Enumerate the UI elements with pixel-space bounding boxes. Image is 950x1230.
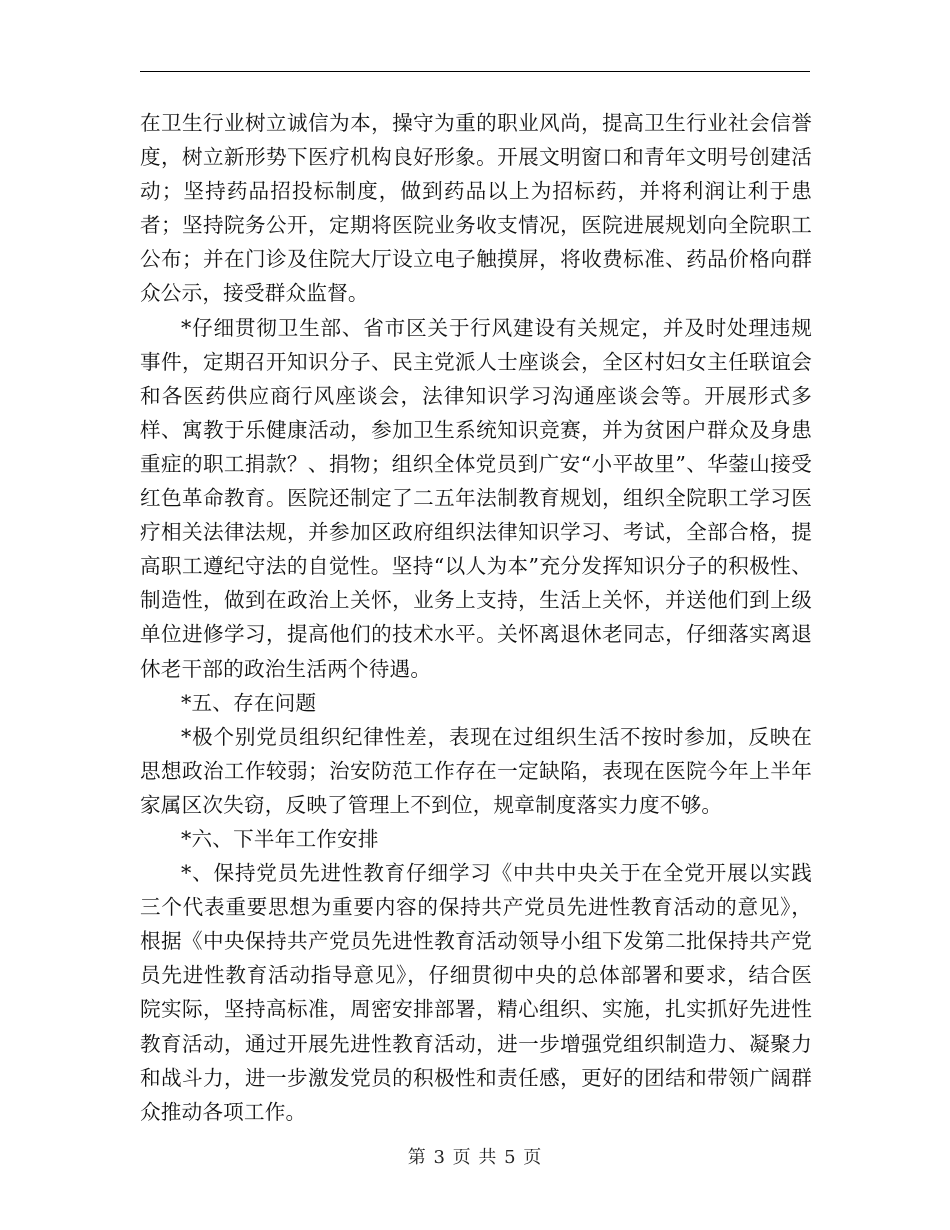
page-number-footer: 第 3 页 共 5 页: [407, 1147, 543, 1168]
section-heading-existing-problems: *五、存在问题: [181, 690, 317, 715]
paragraph-problems: *极个别党员组织纪律性差，表现在过组织生活不按时参加，反映在思想政治工作较弱；治安防范工作存在一定缺陷，表现在医院今年上半年家属区次失窃，反映了管理上不到位，规章制度落实力度不够。: [140, 724, 812, 817]
header-rule: [140, 71, 810, 72]
section-heading-second-half-plan: *六、下半年工作安排: [181, 826, 379, 851]
paragraph-continuation: 在卫生行业树立诚信为本，操守为重的职业风尚，提高卫生行业社会信誉度，树立新形势下医疗机构良好形象。开展文明窗口和青年文明号创建活动；坚持药品招投标制度，做到药品以上为招标药，并将利润让利于患者；坚持院务公开，定期将医院业务收支情况，医院进展规划向全院职工公布；并在门诊及住院大厅设立电子触摸屏，将收费标准、药品价格向群众公示，接受群众监督。: [140, 111, 812, 306]
document-body: [140, 106, 812, 1129]
paragraph-conduct-regulations: *仔细贯彻卫生部、省市区关于行风建设有关规定，并及时处理违规事件，定期召开知识分子、民主党派人士座谈会，全区村妇女主任联谊会和各医药供应商行风座谈会，法律知识学习沟通座谈会等。开展形式多样、寓教于乐健康活动，参加卫生系统知识竞赛，并为贫困户群众及身患重症的职工捐款？、捐物；组织全体党员到广安“小平故里”、华蓥山接受红色革命教育。医院还制定了二五年法制教育规划，组织全院职工学习医疗相关法律法规，并参加区政府组织法律知识学习、考试，全部合格，提高职工遵纪守法的自觉性。坚持“以人为本”充分发挥知识分子的积极性、制造性，做到在政治上关怀，业务上支持，生活上关怀，并送他们到上级单位进修学习，提高他们的技术水平。关怀离退休老同志，仔细落实离退休老干部的政治生活两个待遇。: [140, 315, 812, 681]
paragraph-party-education: *、保持党员先进性教育仔细学习《中共中央关于在全党开展以实践三个代表重要思想为重要内容的保持共产党员先进性教育活动的意见》，根据《中央保持共产党员先进性教育活动领导小组下发第二批保持共产党员先进性教育活动指导意见》，仔细贯彻中央的总体部署和要求，结合医院实际，坚持高标准，周密安排部署，精心组织、实施，扎实抓好先进性教育活动，通过开展先进性教育活动，进一步增强党组织制造力、凝聚力和战斗力，进一步激发党员的积极性和责任感，更好的团结和带领广阔群众推动各项工作。: [140, 861, 812, 1124]
